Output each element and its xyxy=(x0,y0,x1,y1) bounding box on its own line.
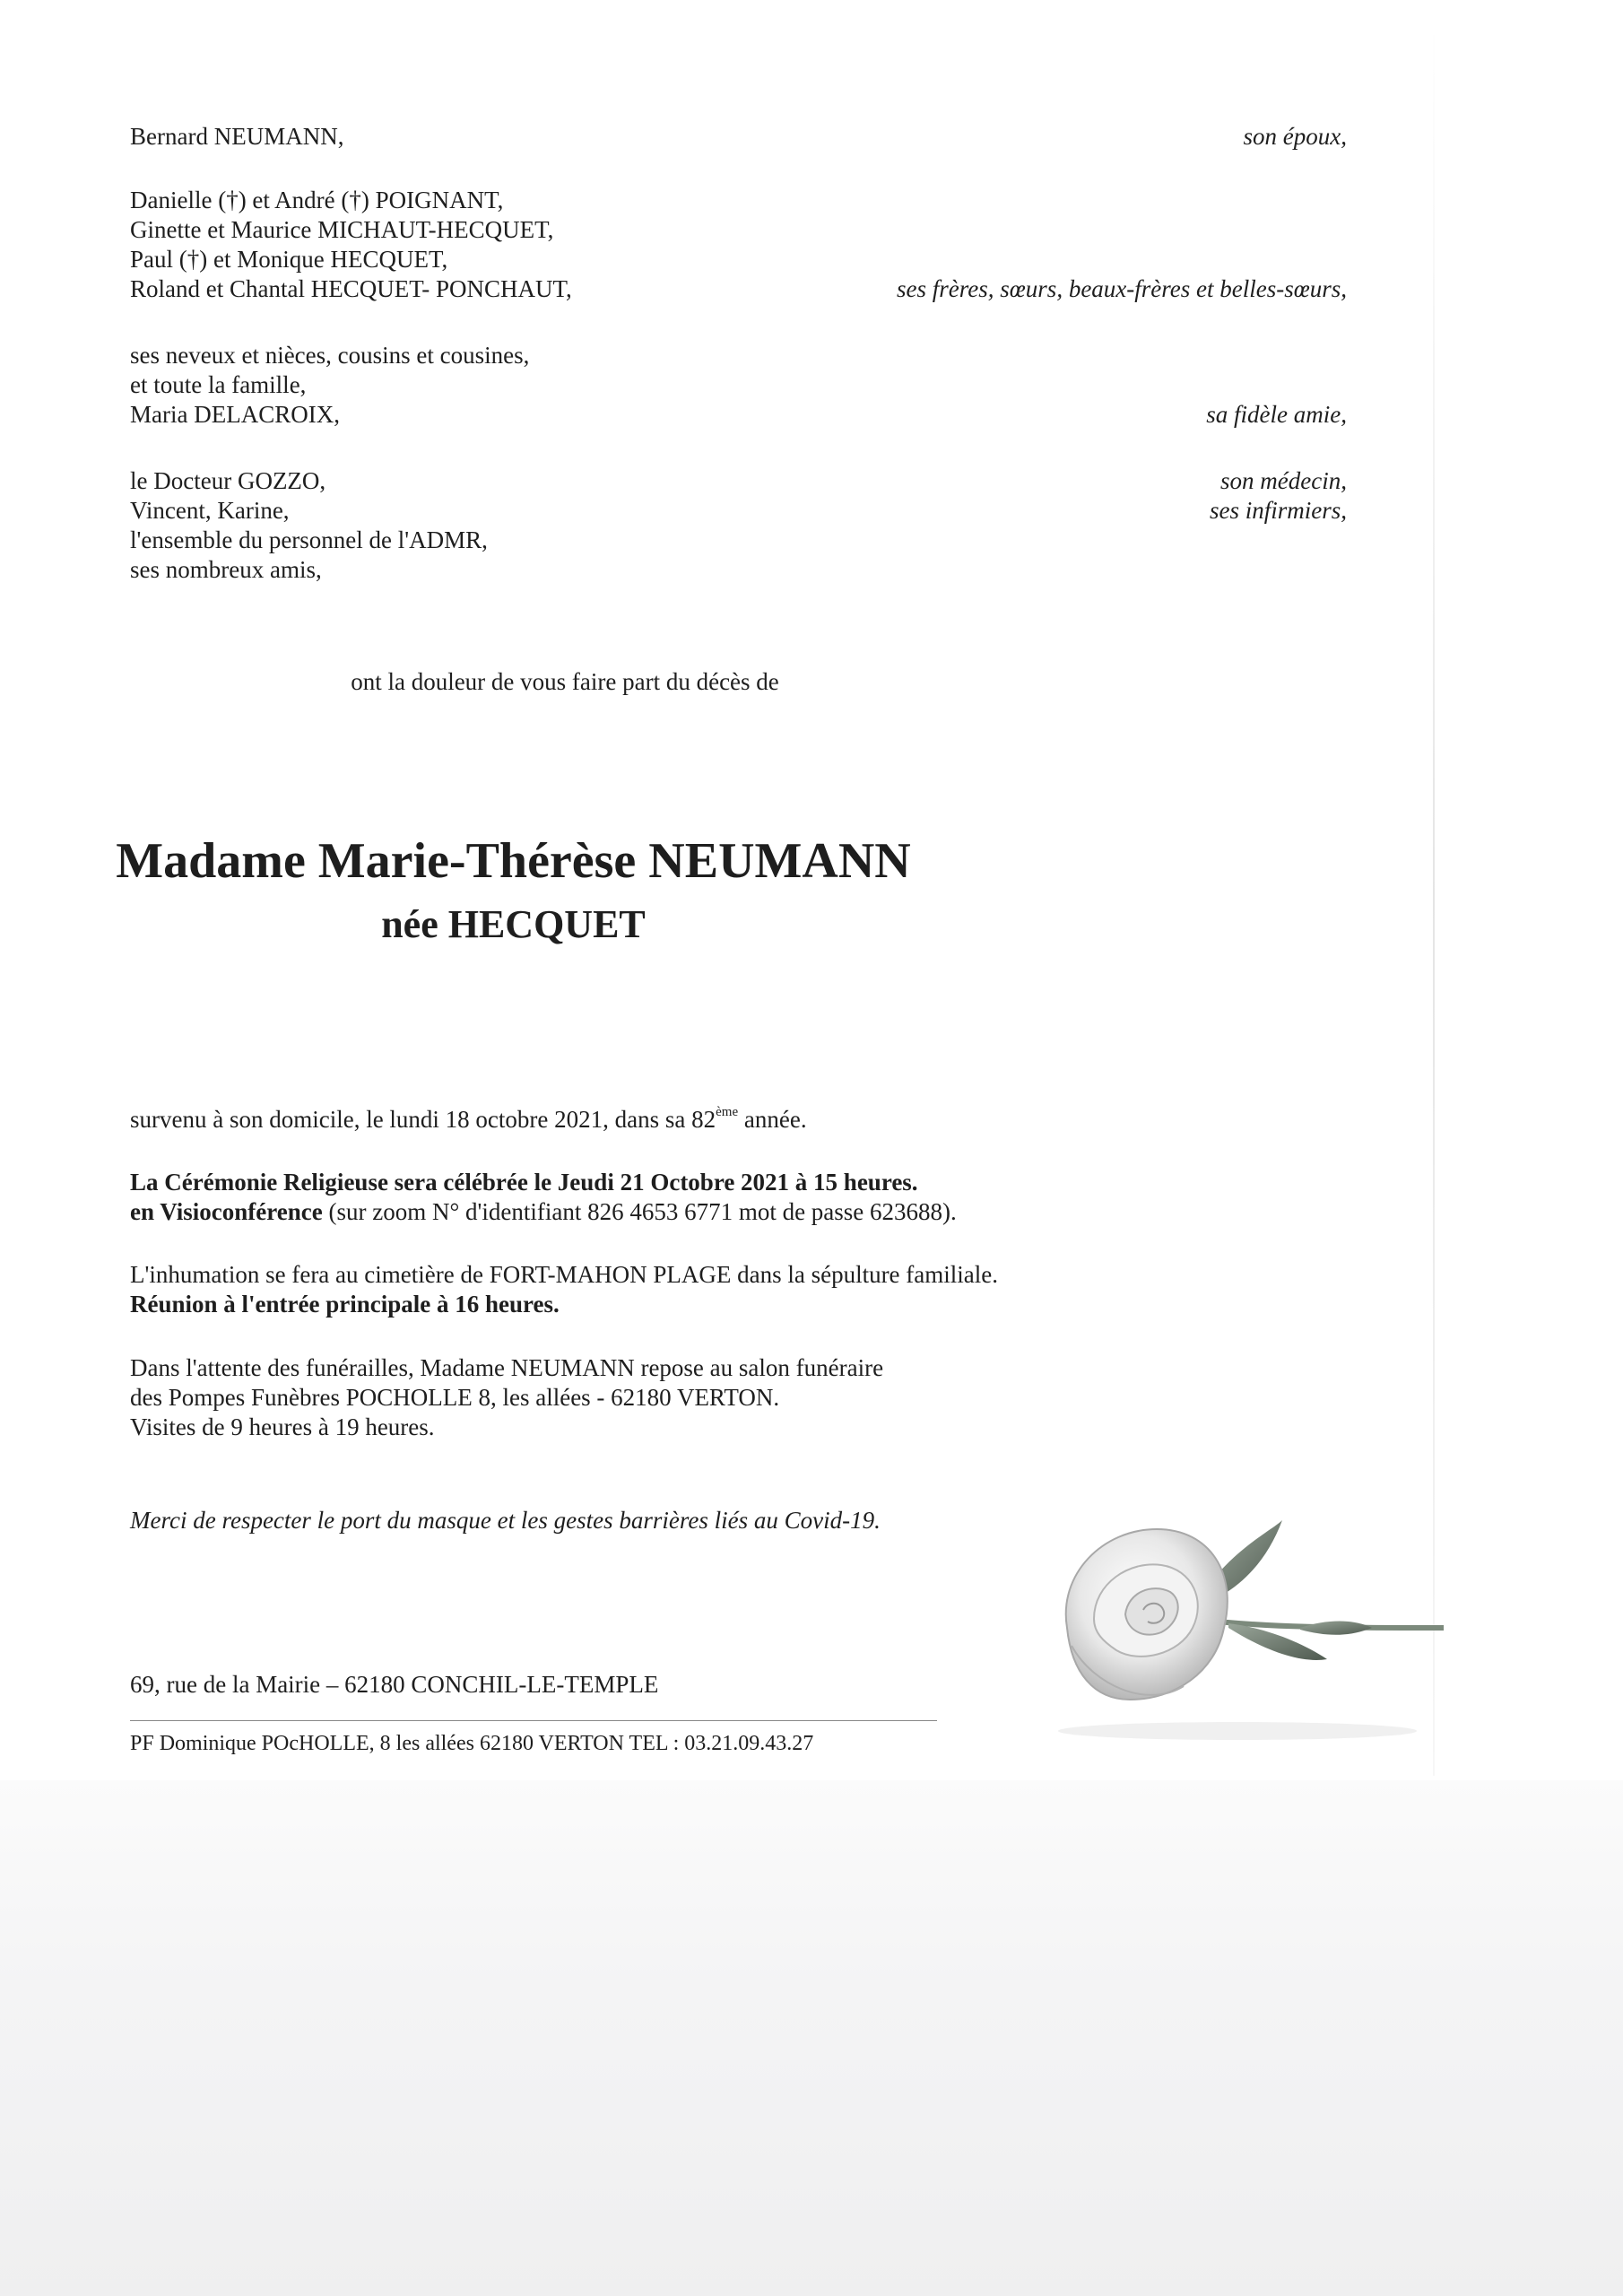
covid-note: Merci de respecter le port du masque et les gestes barrières liés au Covid-19. xyxy=(130,1507,881,1534)
wake-line: Dans l'attente des funérailles, Madame NEUMANN repose au salon funéraire xyxy=(130,1354,884,1381)
visio-line xyxy=(130,1197,957,1227)
death-notice xyxy=(130,1105,807,1135)
wake-line: des Pompes Funèbres POCHOLLE 8, les allées - 62180 VERTON. xyxy=(130,1384,780,1411)
family-line: Vincent, Karine, xyxy=(130,497,290,524)
scan-background xyxy=(0,1780,1623,2296)
family-line: ses nombreux amis, xyxy=(130,556,322,583)
family-line: l'ensemble du personnel de l'ADMR, xyxy=(130,526,488,553)
family-line: Paul (†) et Monique HECQUET, xyxy=(130,246,448,273)
wake-line: Visites de 9 heures à 19 heures. xyxy=(130,1413,435,1440)
death-text-end: année. xyxy=(738,1106,807,1133)
meeting-line: Réunion à l'entrée principale à 16 heures. xyxy=(130,1291,560,1318)
family-group4-right1: son médecin, xyxy=(1220,467,1347,494)
rose-illustration xyxy=(1031,1493,1444,1744)
ceremony-line: La Cérémonie Religieuse sera célébrée le Jeudi 21 Octobre 2021 à 15 heures. xyxy=(130,1169,918,1196)
burial-line: L'inhumation se fera au cimetière de FORT-MAHON PLAGE dans la sépulture familiale. xyxy=(130,1261,998,1288)
death-text: survenu à son domicile, le lundi 18 octobre 2021, dans sa 82 xyxy=(130,1106,716,1133)
address: 69, rue de la Mairie – 62180 CONCHIL-LE-TEMPLE xyxy=(130,1671,659,1698)
funeral-home: PF Dominique POcHOLLE, 8 les allées 62180 VERTON TEL : 03.21.09.43.27 xyxy=(130,1732,814,1755)
visio-label: en Visioconférence xyxy=(130,1198,323,1225)
family-group3-right: sa fidèle amie, xyxy=(1206,401,1347,428)
family-line: Roland et Chantal HECQUET- PONCHAUT, xyxy=(130,275,572,302)
family-group4-right2: ses infirmiers, xyxy=(1209,497,1347,524)
family-line: Ginette et Maurice MICHAUT-HECQUET, xyxy=(130,216,554,243)
deceased-name: Madame Marie-Thérèse NEUMANN xyxy=(116,833,911,889)
family-line: le Docteur GOZZO, xyxy=(130,467,326,494)
family-line: Maria DELACROIX, xyxy=(130,401,340,428)
announcement: ont la douleur de vous faire part du décès de xyxy=(351,668,779,695)
ordinal-suffix: ème xyxy=(716,1105,739,1119)
maiden-name: née HECQUET xyxy=(381,902,646,946)
family-group2-right: ses frères, sœurs, beaux-frères et belles-sœurs, xyxy=(897,275,1347,302)
family-line: et toute la famille, xyxy=(130,371,307,398)
family-line: ses neveux et nièces, cousins et cousines, xyxy=(130,342,530,369)
visio-details: (sur zoom N° d'identifiant 826 4653 6771 mot de passe 623688). xyxy=(322,1198,957,1225)
family-row1-right: son époux, xyxy=(1243,123,1347,150)
family-line: Danielle (†) et André (†) POIGNANT, xyxy=(130,187,504,213)
divider xyxy=(130,1720,937,1721)
family-row1-left: Bernard NEUMANN, xyxy=(130,123,344,150)
